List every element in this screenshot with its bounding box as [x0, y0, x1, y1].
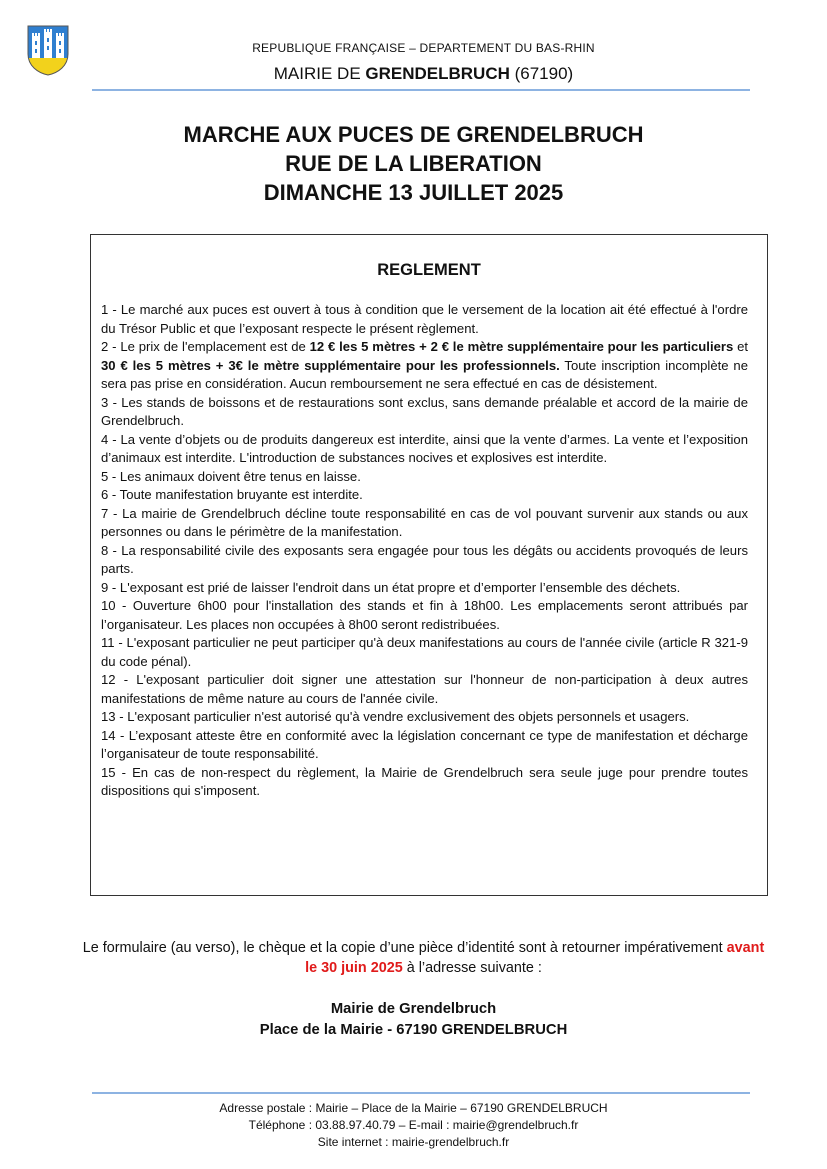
rule-10: 10 - Ouverture 6h00 pour l'installation des stands et fin à 18h00. Les emplacements seront attribués par l’organisateur. Les places non occupées à 8h00 seront redistribuées.: [101, 598, 748, 632]
rule-3: 3 - Les stands de boissons et de restaurations sont exclus, sans demande préalable et accord de la mairie de Grendelbruch.: [101, 394, 748, 428]
footer-contact: Téléphone : 03.88.97.40.79 – E-mail : mairie@grendelbruch.fr: [248, 1118, 579, 1132]
address-line-2: Place de la Mairie - 67190 GRENDELBRUCH: [259, 1022, 568, 1038]
commune-name: GRENDELBRUCH: [365, 64, 510, 83]
reglement-rules: [101, 301, 748, 801]
reglement-box: [90, 234, 768, 896]
return-notice: [80, 938, 767, 978]
rule-2-intro: 2 - Le prix de l'emplacement est de: [101, 339, 310, 354]
rule-2-price-individuals: 12 € les 5 mètres + 2 € le mètre supplémentaire pour les particuliers: [309, 339, 734, 354]
rule-5: 5 - Les animaux doivent être tenus en laisse.: [101, 468, 361, 484]
footer-website: Site internet : mairie-grendelbruch.fr: [317, 1135, 510, 1149]
rule-2-outro: Toute inscription incomplète ne sera pas prise en considération. Aucun remboursement ne sera effectué en cas de désistement.: [101, 357, 748, 391]
title-line-3: DIMANCHE 13 JUILLET 2025: [263, 180, 564, 205]
rule-6: 6 - Toute manifestation bruyante est interdite.: [101, 487, 363, 502]
footer-postal-address: Adresse postale : Mairie – Place de la Mairie – 67190 GRENDELBRUCH: [219, 1101, 608, 1115]
title-line-1: MARCHE AUX PUCES DE GRENDELBRUCH: [183, 122, 644, 147]
return-notice-end: à l’adresse suivante :: [402, 960, 542, 976]
rule-11: 11 - L'exposant particulier ne peut participer qu'à deux manifestations au cours de l'année civile (article R 321-9 du code pénal).: [101, 635, 748, 669]
rule-12: 12 - L'exposant particulier doit signer une attestation sur l'honneur de non-participation à deux autres manifestations de même nature au cours de l'année civile.: [101, 672, 748, 706]
reglement-heading: REGLEMENT: [377, 261, 481, 279]
rule-14: 14 - L’exposant atteste être en conformité avec la législation concernant ce type de manifestation et décharge l’organisateur de toute responsabilité.: [101, 727, 748, 761]
header-republic-line: REPUBLIQUE FRANÇAISE – DEPARTEMENT DU BAS-RHIN: [252, 41, 595, 55]
page-title: [0, 120, 827, 207]
rule-4: 4 - La vente d’objets ou de produits dangereux est interdite, ainsi que la vente d’armes. La vente et l’exposition d’animaux est interdite. L'introduction de substances nocives et explosives est interdite.: [101, 431, 748, 465]
rule-7: 7 - La mairie de Grendelbruch décline toute responsabilité en cas de vol pouvant survenir aux stands ou aux personnes ou dans le périmètre de la manifestation.: [101, 505, 748, 539]
rule-8: 8 - La responsabilité civile des exposants sera engagée pour tous les dégâts ou accidents provoqués de leurs parts.: [101, 542, 748, 576]
rule-1: 1 - Le marché aux puces est ouvert à tous à condition que le versement de la location ait été effectué à l'ordre du Trésor Public et que l’exposant respecte le présent règlement.: [101, 302, 748, 336]
mairie-prefix: MAIRIE DE: [273, 64, 366, 83]
rule-2-and: et: [733, 339, 749, 354]
footer-divider: [92, 1092, 750, 1094]
rule-13: 13 - L'exposant particulier n'est autorisé qu'à vendre exclusivement des objets personnels et usagers.: [101, 709, 690, 724]
return-address: [0, 999, 827, 1041]
address-line-1: Mairie de Grendelbruch: [330, 1001, 497, 1017]
rule-2: [101, 338, 748, 394]
postcode: (67190): [509, 64, 574, 83]
header-divider: [92, 89, 750, 91]
return-notice-text: Le formulaire (au verso), le chèque et la copie d’une pièce d’identité sont à retourner impérativement: [82, 940, 727, 956]
footer: [0, 1100, 827, 1151]
rule-9: 9 - L'exposant est prié de laisser l'endroit dans un état propre et d’emporter l’ensemble des déchets.: [101, 579, 681, 595]
return-deadline: avant le 30 juin 2025: [305, 940, 765, 976]
rule-15: 15 - En cas de non-respect du règlement, la Mairie de Grendelbruch sera seule juge pour prendre toutes dispositions qui s'imposent.: [101, 764, 748, 798]
header-mairie-line: [0, 64, 827, 84]
title-line-2: RUE DE LA LIBERATION: [285, 151, 542, 176]
rule-2-price-professionals: 30 € les 5 mètres + 3€ le mètre supplémentaire pour les professionnels.: [101, 357, 560, 373]
